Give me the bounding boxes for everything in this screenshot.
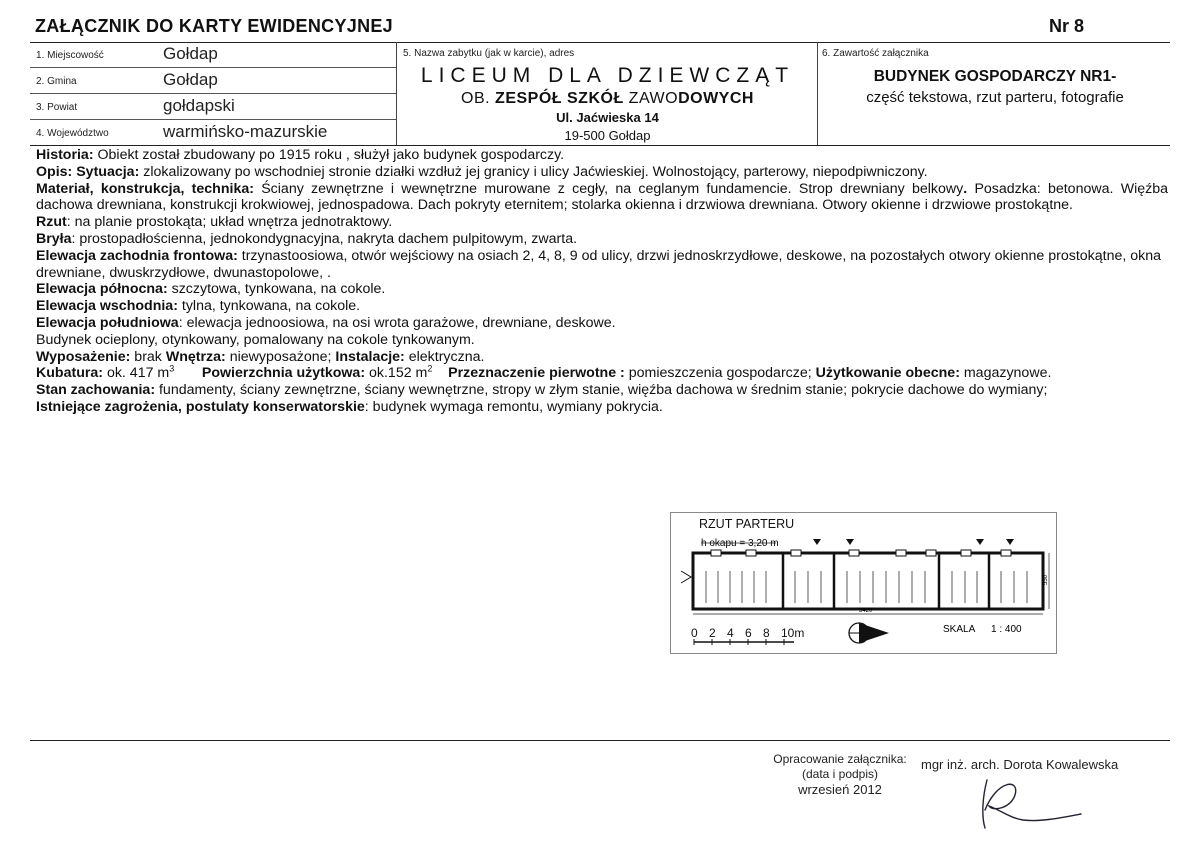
scale-tick-label: 10m bbox=[781, 626, 805, 640]
scale-tick-label: 8 bbox=[763, 626, 770, 640]
volume-unit-exponent: 3 bbox=[169, 363, 175, 374]
plan-label: Rzut bbox=[36, 214, 67, 231]
monument-street: Ul. Jaćwieska 14 bbox=[556, 110, 659, 125]
floor-plan bbox=[670, 512, 1057, 654]
preparation-block bbox=[770, 752, 910, 797]
eaves-height-note: h okapu = 3,20 m bbox=[701, 538, 779, 549]
floor-plan-title: RZUT PARTERU bbox=[699, 517, 795, 531]
area-label: Powierzchnia użytkowa: bbox=[201, 365, 366, 382]
south-elevation-paragraph bbox=[36, 315, 1168, 332]
bottom-rule bbox=[30, 740, 1170, 741]
opis-label: Opis: bbox=[36, 163, 73, 180]
scale-tick-label: 2 bbox=[709, 626, 716, 640]
history-label: Historia: bbox=[36, 147, 94, 163]
east-elevation-text: tylna, tynkowana, na cokole. bbox=[177, 298, 361, 315]
plan-paragraph bbox=[36, 214, 1168, 231]
scale-bar-numbers bbox=[691, 626, 804, 640]
threats-label: Istniejące zagrożenia, postulaty konserwatorskie bbox=[36, 398, 365, 415]
field-row-miejscowosc bbox=[30, 42, 396, 68]
east-elevation-paragraph bbox=[36, 298, 1168, 315]
field-label: 1. Miejscowość bbox=[36, 50, 104, 61]
page-title: ZAŁĄCZNIK DO KARTY EWIDENCYJNEJ bbox=[35, 16, 393, 36]
material-dot: . bbox=[963, 180, 968, 197]
length-dimension: 3420 bbox=[859, 608, 873, 614]
gate-symbol bbox=[681, 571, 691, 583]
history-paragraph bbox=[36, 147, 1168, 164]
monument-complex bbox=[398, 90, 817, 108]
equipment-paragraph bbox=[36, 349, 1168, 366]
installations-text: elektryczna. bbox=[404, 348, 485, 365]
interiors-text: niewyposażone; bbox=[225, 348, 336, 365]
field-label: 4. Województwo bbox=[36, 128, 109, 139]
field-value: warmińsko-mazurskie bbox=[163, 122, 328, 141]
south-elevation-text: : elewacja jednoosiowa, na osi wrota garażowe, drewniane, deskowe. bbox=[178, 314, 616, 331]
preparation-sublabel: (data i podpis) bbox=[801, 767, 879, 781]
volume-paragraph bbox=[36, 365, 1168, 382]
building-note: Budynek ocieplony, otynkowany, pomalowany na cokole tynkowanym. bbox=[36, 331, 475, 348]
monument-city: 19-500 Gołdap bbox=[564, 128, 651, 143]
massing-text: : prostopadłościenna, jednokondygnacyjna, nakryta dachem pulpitowym, zwarta. bbox=[71, 230, 578, 247]
complex-mid-part: ZAWO bbox=[628, 90, 679, 107]
monument-label: 5. Nazwa zabytku (jak w karcie), adres bbox=[403, 48, 575, 59]
condition-paragraph bbox=[36, 382, 1168, 399]
material-label: Materiał, konstrukcja, technika: bbox=[36, 180, 254, 197]
equipment-text: brak bbox=[130, 348, 166, 365]
field-label: 3. Powiat bbox=[36, 102, 78, 113]
column-divider bbox=[396, 42, 397, 145]
field-row-powiat bbox=[30, 94, 396, 120]
east-elevation-label: Elewacja wschodnia: bbox=[36, 298, 178, 315]
equipment-label: Wyposażenie: bbox=[36, 348, 131, 365]
current-use-text: magazynowe. bbox=[959, 365, 1052, 382]
plan-text: : na planie prostokąta; układ wnętrza jednotraktowy. bbox=[66, 214, 393, 231]
field-label: 2. Gmina bbox=[36, 76, 77, 87]
roof-rafters bbox=[706, 571, 1027, 603]
scale-value: 1 : 400 bbox=[991, 624, 1022, 635]
author-name: mgr inż. arch. Dorota Kowalewska bbox=[921, 757, 1119, 772]
area-unit-exponent: 2 bbox=[427, 363, 433, 374]
west-elevation-text: trzynastoosiowa, otwór wejściowy na osiach 2, 4, 8, 9 od ulicy, drzwi jednoskrzydłowe, deskowe, na pozostałych otwory okienne prostokątne, okna drewniane, dwuskrzydłowe, dwunastopolowe, . bbox=[36, 247, 1162, 281]
complex-bold-part: ZESPÓŁ SZKÓŁ bbox=[495, 90, 624, 107]
building-outline bbox=[693, 553, 1043, 609]
volume-label: Kubatura: bbox=[36, 365, 103, 382]
situation-paragraph bbox=[36, 164, 1168, 181]
complex-prefix: OB. bbox=[461, 90, 491, 107]
contents-title: BUDYNEK GOSPODARCZY NR1- bbox=[873, 68, 1117, 85]
threats-paragraph bbox=[36, 399, 1168, 416]
south-elevation-label: Elewacja południowa bbox=[36, 314, 179, 331]
field-value: Gołdap bbox=[163, 70, 218, 89]
material-text-a: Ściany zewnętrzne i wewnętrzne murowane z cegły, na ceglanym fundamencie. Strop drewniany belkowy bbox=[253, 180, 964, 197]
scale-tick-label: 0 bbox=[691, 626, 698, 640]
interiors-label: Wnętrza: bbox=[165, 348, 226, 365]
west-elevation-label: Elewacja zachodnia frontowa: bbox=[36, 247, 238, 264]
history-text: Obiekt został zbudowany po 1915 roku , służył jako budynek gospodarczy. bbox=[93, 147, 565, 163]
original-use-text: pomieszczenia gospodarcze; bbox=[624, 365, 816, 382]
threats-text: : budynek wymaga remontu, wymiany pokrycia. bbox=[364, 398, 663, 415]
material-paragraph bbox=[36, 181, 1168, 215]
entrance-arrows bbox=[813, 539, 1014, 545]
attachment-number: Nr 8 bbox=[1048, 16, 1084, 36]
complex-bold-end: DOWYCH bbox=[678, 90, 754, 107]
field-value: Gołdap bbox=[163, 44, 218, 63]
field-row-wojewodztwo bbox=[30, 120, 396, 145]
column-divider bbox=[817, 42, 818, 145]
situation-label: Sytuacja: bbox=[76, 163, 140, 180]
west-elevation-paragraph bbox=[36, 248, 1168, 282]
condition-label: Stan zachowania: bbox=[36, 382, 156, 399]
situation-text: zlokalizowany po wschodniej stronie działki wzdłuż jej granicy i ulicy Jaćwieskiej. Wolnostojący, parterowy, niepodpiwniczony. bbox=[139, 163, 928, 180]
current-use-label: Użytkowanie obecne: bbox=[815, 365, 960, 382]
massing-label: Bryła bbox=[36, 230, 72, 247]
massing-paragraph bbox=[36, 231, 1168, 248]
preparation-date: wrzesień 2012 bbox=[798, 782, 882, 797]
installations-label: Instalacje: bbox=[335, 348, 405, 365]
north-elevation-label: Elewacja północna: bbox=[36, 281, 168, 298]
scale-label: SKALA bbox=[943, 624, 976, 635]
material-text-b: Posadzka: betonowa. Więźba dachowa drewniana, konstrukcji krokwiowej, jednospadowa. Dach pokryty eternitem; stolarka okienna i drzwiowa drewniana. Otwory okienne i drzwiowe prostokątne. bbox=[36, 180, 1169, 214]
signature-image bbox=[975, 770, 1085, 836]
header-grid bbox=[30, 42, 1170, 146]
north-elevation-paragraph bbox=[36, 281, 1168, 298]
preparation-label: Opracowanie załącznika: bbox=[773, 752, 907, 766]
monument-name: LICEUM DLA DZIEWCZĄT bbox=[420, 64, 795, 87]
description-section bbox=[36, 147, 1168, 416]
floor-plan-drawing bbox=[671, 513, 1056, 653]
field-value: gołdapski bbox=[163, 96, 235, 115]
contents-description: część tekstowa, rzut parteru, fotografie bbox=[866, 89, 1124, 106]
width-dimension: 550 bbox=[1043, 574, 1049, 585]
scale-tick-label: 6 bbox=[745, 626, 752, 640]
scale-tick-label: 4 bbox=[727, 626, 734, 640]
condition-text: fundamenty, ściany zewnętrzne, ściany wewnętrzne, stropy w złym stanie, więźba dachowa w średnim stanie; pokrycie dachowe do wymiany; bbox=[155, 382, 1048, 399]
north-elevation-text: szczytowa, tynkowana, na cokole. bbox=[167, 281, 386, 298]
contents-label: 6. Zawartość załącznika bbox=[822, 48, 929, 59]
original-use-label: Przeznaczenie pierwotne : bbox=[448, 365, 625, 382]
field-row-gmina bbox=[30, 68, 396, 94]
north-arrow-icon bbox=[849, 623, 889, 643]
volume-value: ok. 417 m bbox=[103, 365, 170, 382]
area-value: ok.152 m bbox=[365, 365, 428, 382]
